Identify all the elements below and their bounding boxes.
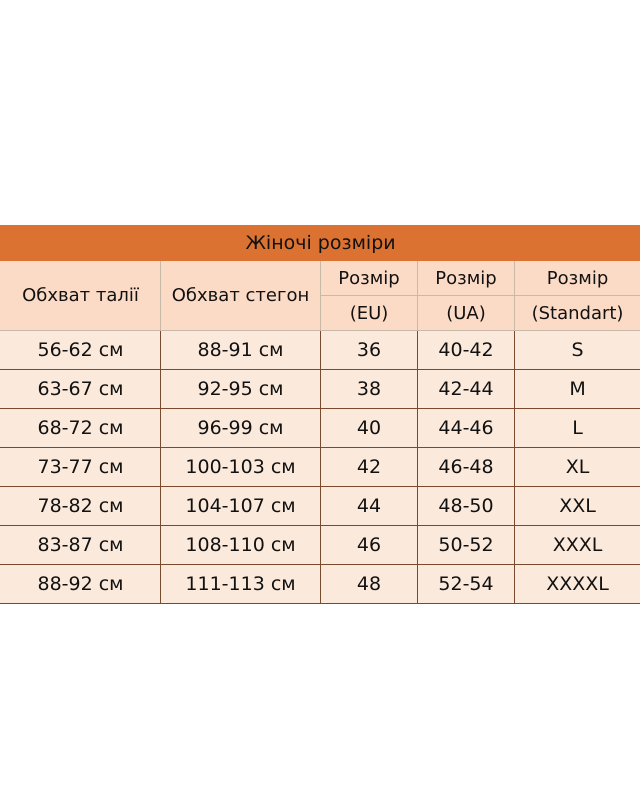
hips-cell: 88-91 см bbox=[161, 331, 321, 370]
eu-header-bottom: (EU) bbox=[321, 296, 418, 331]
title-row bbox=[1, 226, 640, 261]
hips-cell: 108-110 см bbox=[161, 526, 321, 565]
table-row bbox=[1, 370, 640, 409]
eu-header-top: Розмір bbox=[321, 261, 418, 296]
hips-cell: 104-107 см bbox=[161, 487, 321, 526]
eu-cell: 38 bbox=[321, 370, 418, 409]
std-cell: XXL bbox=[515, 487, 640, 526]
hips-cell: 100-103 см bbox=[161, 448, 321, 487]
size-chart-table bbox=[0, 225, 640, 604]
ua-cell: 52-54 bbox=[418, 565, 515, 604]
std-header-bottom: (Standart) bbox=[515, 296, 640, 331]
table-row bbox=[1, 487, 640, 526]
std-header-top: Розмір bbox=[515, 261, 640, 296]
eu-cell: 36 bbox=[321, 331, 418, 370]
eu-cell: 48 bbox=[321, 565, 418, 604]
eu-cell: 40 bbox=[321, 409, 418, 448]
table-title: Жіночі розміри bbox=[1, 226, 640, 261]
std-cell: XL bbox=[515, 448, 640, 487]
table-row bbox=[1, 331, 640, 370]
std-cell: M bbox=[515, 370, 640, 409]
waist-cell: 88-92 см bbox=[1, 565, 161, 604]
ua-header-top: Розмір bbox=[418, 261, 515, 296]
table-row bbox=[1, 565, 640, 604]
table-row bbox=[1, 526, 640, 565]
waist-header: Обхват талії bbox=[1, 261, 161, 331]
waist-cell: 68-72 см bbox=[1, 409, 161, 448]
eu-cell: 44 bbox=[321, 487, 418, 526]
table-row bbox=[1, 448, 640, 487]
ua-cell: 46-48 bbox=[418, 448, 515, 487]
std-cell: XXXL bbox=[515, 526, 640, 565]
std-cell: S bbox=[515, 331, 640, 370]
hips-header: Обхват стегон bbox=[161, 261, 321, 331]
ua-cell: 42-44 bbox=[418, 370, 515, 409]
header-row bbox=[1, 261, 640, 296]
std-cell: L bbox=[515, 409, 640, 448]
waist-cell: 73-77 см bbox=[1, 448, 161, 487]
ua-cell: 40-42 bbox=[418, 331, 515, 370]
table-row bbox=[1, 409, 640, 448]
hips-cell: 92-95 см bbox=[161, 370, 321, 409]
std-cell: XXXXL bbox=[515, 565, 640, 604]
ua-cell: 48-50 bbox=[418, 487, 515, 526]
waist-cell: 83-87 см bbox=[1, 526, 161, 565]
hips-cell: 111-113 см bbox=[161, 565, 321, 604]
ua-header-bottom: (UA) bbox=[418, 296, 515, 331]
hips-cell: 96-99 см bbox=[161, 409, 321, 448]
ua-cell: 50-52 bbox=[418, 526, 515, 565]
waist-cell: 78-82 см bbox=[1, 487, 161, 526]
waist-cell: 63-67 см bbox=[1, 370, 161, 409]
waist-cell: 56-62 см bbox=[1, 331, 161, 370]
eu-cell: 42 bbox=[321, 448, 418, 487]
ua-cell: 44-46 bbox=[418, 409, 515, 448]
eu-cell: 46 bbox=[321, 526, 418, 565]
